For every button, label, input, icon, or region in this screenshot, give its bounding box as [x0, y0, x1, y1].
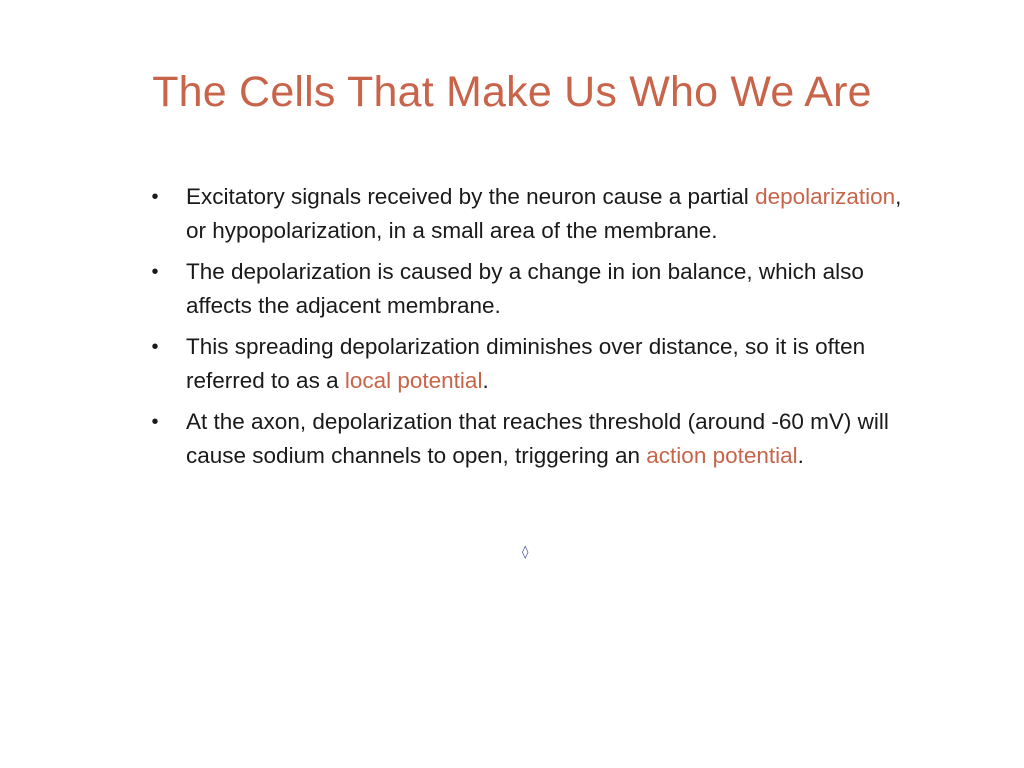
diamond-marker-icon: ◊	[522, 545, 529, 560]
bullet-icon: •	[151, 261, 159, 283]
slide-title: The Cells That Make Us Who We Are	[152, 68, 872, 116]
bullet-text: .	[797, 443, 804, 468]
bullet-item	[148, 405, 918, 473]
bullet-icon: •	[151, 186, 159, 208]
term-local-potential: local potential	[344, 368, 483, 393]
bullet-icon: •	[151, 336, 159, 358]
bullet-item	[148, 180, 918, 248]
bullet-text: , or hypopolarization, in a small area of the membrane.	[186, 184, 902, 243]
bullet-list	[148, 180, 918, 480]
term-depolarization: depolarization	[755, 184, 896, 209]
bullet-item	[148, 255, 918, 323]
bullet-text: At the axon, depolarization that reaches threshold (around -60 mV) will cause sodium channels to open, triggering an	[186, 409, 889, 468]
bullet-text: This spreading depolarization diminishes over distance, so it is often referred to as a	[186, 334, 866, 393]
bullet-icon: •	[151, 411, 159, 433]
bullet-text: .	[482, 368, 489, 393]
bullet-text: Excitatory signals received by the neuron cause a partial	[186, 184, 756, 209]
bullet-text: The depolarization is caused by a change in ion balance, which also affects the adjacent membrane.	[186, 259, 864, 318]
term-action-potential: action potential	[646, 443, 798, 468]
bullet-item	[148, 330, 918, 398]
